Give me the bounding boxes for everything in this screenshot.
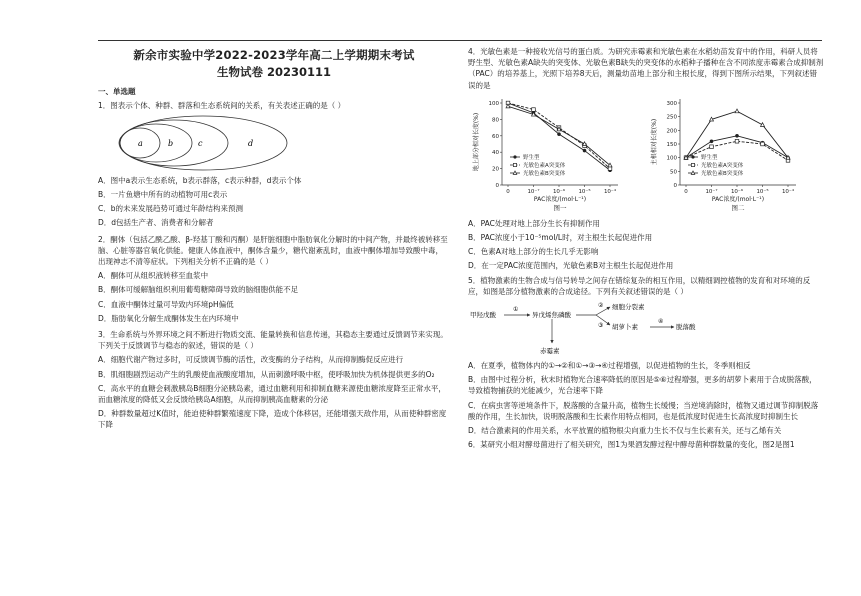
chart2-series-1-point-2 bbox=[735, 134, 739, 138]
pathway-svg bbox=[468, 299, 768, 357]
chart1-xtick-label-0: 0 bbox=[506, 188, 510, 195]
q5-option-d: D．结合激素间的作用关系，水平放置的植物根尖向重力生长不仅与生长素有关，还与乙烯有关 bbox=[468, 426, 782, 436]
chart2-xlabel: PAC浓度/(mol·L⁻¹) bbox=[711, 195, 765, 203]
chart1-ytick-label-3: 60 bbox=[492, 133, 499, 140]
question-2-stem: 2．酮体（包括乙酰乙酸、β-羟基丁酸和丙酮）是肝脏细胞中脂肪氧化分解时的中间产物，并最终被转移至脑、心脏等器官氧化供能。健康人体血液中，酮体含量少，糖代谢紊乱时，血液中酮体增加导致酸中毒，出现神志不清等症状。下列相关分析不正确的是（ ） bbox=[98, 234, 448, 267]
exam-title: 新余市实验中学2022-2023学年高二上学期期末考试 bbox=[133, 48, 415, 62]
section-heading: 一、单选题 bbox=[98, 87, 136, 97]
pathway-step-4: ④ bbox=[658, 318, 664, 326]
chart2-ytick-label-6: 300 bbox=[666, 100, 677, 107]
chart2-xtick-label-2: 10⁻⁶ bbox=[730, 188, 744, 195]
question-4-stem: 4．光敏色素是一种接收光信号的蛋白质。为研究赤霉素和光敏色素在水稻幼苗发育中的作用，科研人员将野生型、光敏色素A缺失的突变体、光敏色素B缺失的突变体的水稻种子播种在含不同浓度赤霉素合成抑制剂（PAC）的培养基上，光照下培养8天后，测量幼苗地上部分和主根长度，得到下图所示结果，下列叙述错误的是 bbox=[468, 47, 824, 90]
pathway-node-cytokinin: 细胞分裂素 bbox=[612, 303, 645, 312]
q1-option-c: C．b的未来发展趋势可通过年龄结构来预测 bbox=[98, 204, 243, 214]
q4-option-a: A．PAC处理对地上部分生长有抑制作用 bbox=[468, 218, 600, 228]
pathway-step-1: ① bbox=[513, 306, 519, 314]
q5-option-c: C．在病虫害等逆境条件下，脱落酸的含量升高，植物生长缓慢；当逆境消除时，植物又通过调节抑制脱落酸的作用，生长加快，说明脱落酸和生长素作用特点相同，也是低浓度时促进生长高浓度时抑制生长 bbox=[468, 400, 819, 421]
chart2-ytick-label-5: 250 bbox=[666, 114, 677, 121]
chart2-legend-label-3: 光敏色素B突变体 bbox=[701, 170, 744, 177]
q1-option-b: B．一片鱼塘中所有的动植物可用c表示 bbox=[98, 190, 228, 200]
chart1-xtick-label-1: 10⁻⁷ bbox=[527, 188, 540, 195]
q2-option-b: B．酮体可缓解脑组织利用葡萄糖障碍导致的脑细胞供能不足 bbox=[98, 285, 299, 295]
top-rule bbox=[98, 40, 822, 41]
exam-subtitle: 生物试卷 20230111 bbox=[216, 65, 332, 80]
q2-option-a: A．酮体可从组织液转移至血浆中 bbox=[98, 271, 209, 281]
question-3-stem: 3．生命系统与外界环境之间不断进行物质交流、能量转换和信息传递，其稳态主要通过反馈调节来实现。下列关于反馈调节与稳态的叙述，错误的是（ ） bbox=[98, 330, 448, 351]
chart2-xtick-label-3: 10⁻⁵ bbox=[756, 188, 769, 195]
venn-svg bbox=[118, 115, 338, 171]
chart2-legend-marker-2 bbox=[691, 163, 694, 166]
chart2-series-2-point-1 bbox=[710, 145, 714, 149]
venn-label-a: a bbox=[138, 138, 143, 148]
pathway-node-aba: 脱落酸 bbox=[676, 323, 696, 332]
chart1-xtick-label-4: 10⁻⁴ bbox=[603, 188, 617, 195]
pathway-step-2: ② bbox=[598, 302, 604, 310]
left-column bbox=[98, 44, 450, 431]
venn-label-b: b bbox=[168, 138, 174, 148]
q4-option-c: C．色素A对地上部分的生长几乎无影响 bbox=[468, 247, 599, 257]
venn-label-d: d bbox=[248, 138, 254, 148]
q1-option-d: D．d包括生产者、消费者和分解者 bbox=[98, 218, 214, 228]
q5-option-a: A．在夏季，植物体内的①→②和①→③→④过程增强，以促进植物的生长，冬季则相反 bbox=[468, 361, 751, 371]
q3-option-a: A．细胞代谢产物过多时，可反馈调节酶的活性，改变酶的分子结构，从而抑制酶促反应进行 bbox=[98, 355, 404, 365]
q4-charts bbox=[468, 93, 824, 215]
chart1-ytick-label-0: 0 bbox=[495, 182, 499, 189]
chart1-series-2-point-1 bbox=[532, 108, 536, 112]
chart1-ytick-label-1: 20 bbox=[492, 166, 499, 173]
chart1-legend-label-2: 光敏色素A突变体 bbox=[523, 162, 566, 169]
chart1-legend-label-1: 野生型 bbox=[523, 154, 540, 161]
pathway-node-mevalonate: 甲羟戊酸 bbox=[470, 311, 496, 320]
chart2-ytick-label-1: 50 bbox=[670, 169, 677, 176]
chart2-ytick-label-2: 100 bbox=[666, 155, 677, 162]
chart1-legend-label-3: 光敏色素B突变体 bbox=[523, 170, 566, 177]
chart2-legend-label-2: 光敏色素A突变体 bbox=[701, 162, 744, 169]
pathway-node-ipp: 异戊烯焦磷酸 bbox=[532, 311, 571, 320]
chart2-legend-marker-3 bbox=[691, 171, 695, 174]
right-column bbox=[468, 44, 824, 450]
chart2-ytick-label-4: 200 bbox=[666, 128, 677, 135]
chart2-series-1-point-1 bbox=[710, 139, 714, 143]
chart1-title: 图一 bbox=[553, 203, 567, 212]
chart1-series-1-point-2 bbox=[557, 132, 561, 136]
q3-option-b: B．肌细胞剧烈运动产生的乳酸使血液酸度增加，从而刺激呼吸中枢，使呼吸加快为机体提供更多的O₂ bbox=[98, 369, 435, 379]
chart2-xtick-label-1: 10⁻⁷ bbox=[705, 188, 718, 195]
q4-option-d: D．在一定PAC浓度范围内，光敏色素B对主根生长起促进作用 bbox=[468, 261, 674, 271]
chart1-legend-marker-3 bbox=[513, 171, 517, 174]
pathway-node-ga: 赤霉素 bbox=[540, 347, 560, 356]
pathway-step-3: ③ bbox=[598, 322, 604, 330]
question-5-stem: 5．植物激素的生物合成与信号转导之间存在错综复杂的相互作用，以精细调控植物的发育和对环境的反应，如图是部分植物激素的合成途径。下列有关叙述错误的是（ ） bbox=[468, 275, 811, 296]
venn-diagram bbox=[118, 115, 450, 171]
chart2-series-3-point-2 bbox=[735, 109, 739, 113]
question-1-stem: 1．图表示个体、种群、群落和生态系统间的关系，有关表述正确的是（ ） bbox=[98, 100, 346, 110]
chart1-series-2-point-4 bbox=[608, 167, 612, 171]
q5-option-b: B．由图中过程分析，秋末时植物光合速率降低的原因是⑤⑥过程增强，更多的胡萝卜素用于合成脱落酸，导致植物捕获的光能减少，光合速率下降 bbox=[468, 375, 817, 396]
chart2-xtick-label-0: 0 bbox=[684, 188, 688, 195]
question-6-stem: 6．某研究小组对酵母菌进行了相关研究，图1为果酒发酵过程中酵母菌种群数量的变化，图2是图1 bbox=[468, 440, 795, 450]
chart1-series-1-point-3 bbox=[583, 149, 587, 153]
hormone-pathway-diagram bbox=[468, 299, 824, 357]
chart1-legend-marker-2 bbox=[513, 163, 516, 166]
chart1-xtick-label-2: 10⁻⁶ bbox=[552, 188, 566, 195]
chart1-xlabel: PAC浓度/(mol·L⁻¹) bbox=[533, 195, 587, 203]
q1-option-a: A．图中a表示生态系统，b表示群落，c表示种群，d表示个体 bbox=[98, 175, 302, 185]
chart2-ylabel: 主根相对长度(%) bbox=[651, 118, 658, 166]
q4-option-b: B．PAC浓度小于10⁻⁵mol/L时，对主根生长起促进作用 bbox=[468, 233, 653, 243]
chart2-ytick-label-3: 150 bbox=[666, 141, 677, 148]
chart2-title: 图二 bbox=[731, 203, 745, 212]
chart2-legend-marker-1 bbox=[691, 155, 694, 158]
q4-charts-svg bbox=[468, 93, 824, 215]
chart1-ytick-label-4: 80 bbox=[492, 117, 499, 124]
venn-label-c: c bbox=[198, 138, 203, 148]
chart1-ylabel: 地上部分相对长度(%) bbox=[473, 112, 480, 172]
chart2-xtick-label-4: 10⁻⁴ bbox=[781, 188, 795, 195]
q2-option-d: D．脂肪氧化分解生成酮体发生在内环境中 bbox=[98, 313, 239, 323]
chart2-series-2-point-3 bbox=[761, 142, 765, 146]
chart2-ytick-label-0: 0 bbox=[673, 182, 677, 189]
chart1-ytick-label-2: 40 bbox=[492, 150, 499, 157]
chart1-xtick-label-3: 10⁻⁵ bbox=[578, 188, 591, 195]
q3-option-c: C．高水平的血糖会刺激胰岛B细胞分泌胰岛素，通过血糖利用和抑制血糖来源使血糖浓度降至正常水平，而血糖浓度的降低又会反馈给胰岛A细胞，从而抑制胰高血糖素的分泌 bbox=[98, 383, 446, 405]
q3-option-d: D．种群数量超过K值时，能迫使种群繁殖速度下降，造成个体移居，还能增强天敌作用，从而使种群密度下降 bbox=[98, 409, 447, 430]
q2-option-c: C．血液中酮体过量可导致内环境pH偏低 bbox=[98, 299, 234, 309]
chart1-ytick-label-5: 100 bbox=[488, 100, 499, 107]
chart2-series-2-point-2 bbox=[735, 139, 739, 143]
chart2-legend-label-1: 野生型 bbox=[701, 154, 718, 161]
pathway-node-carotene: 胡萝卜素 bbox=[612, 323, 638, 332]
chart1-legend-marker-1 bbox=[513, 155, 516, 158]
